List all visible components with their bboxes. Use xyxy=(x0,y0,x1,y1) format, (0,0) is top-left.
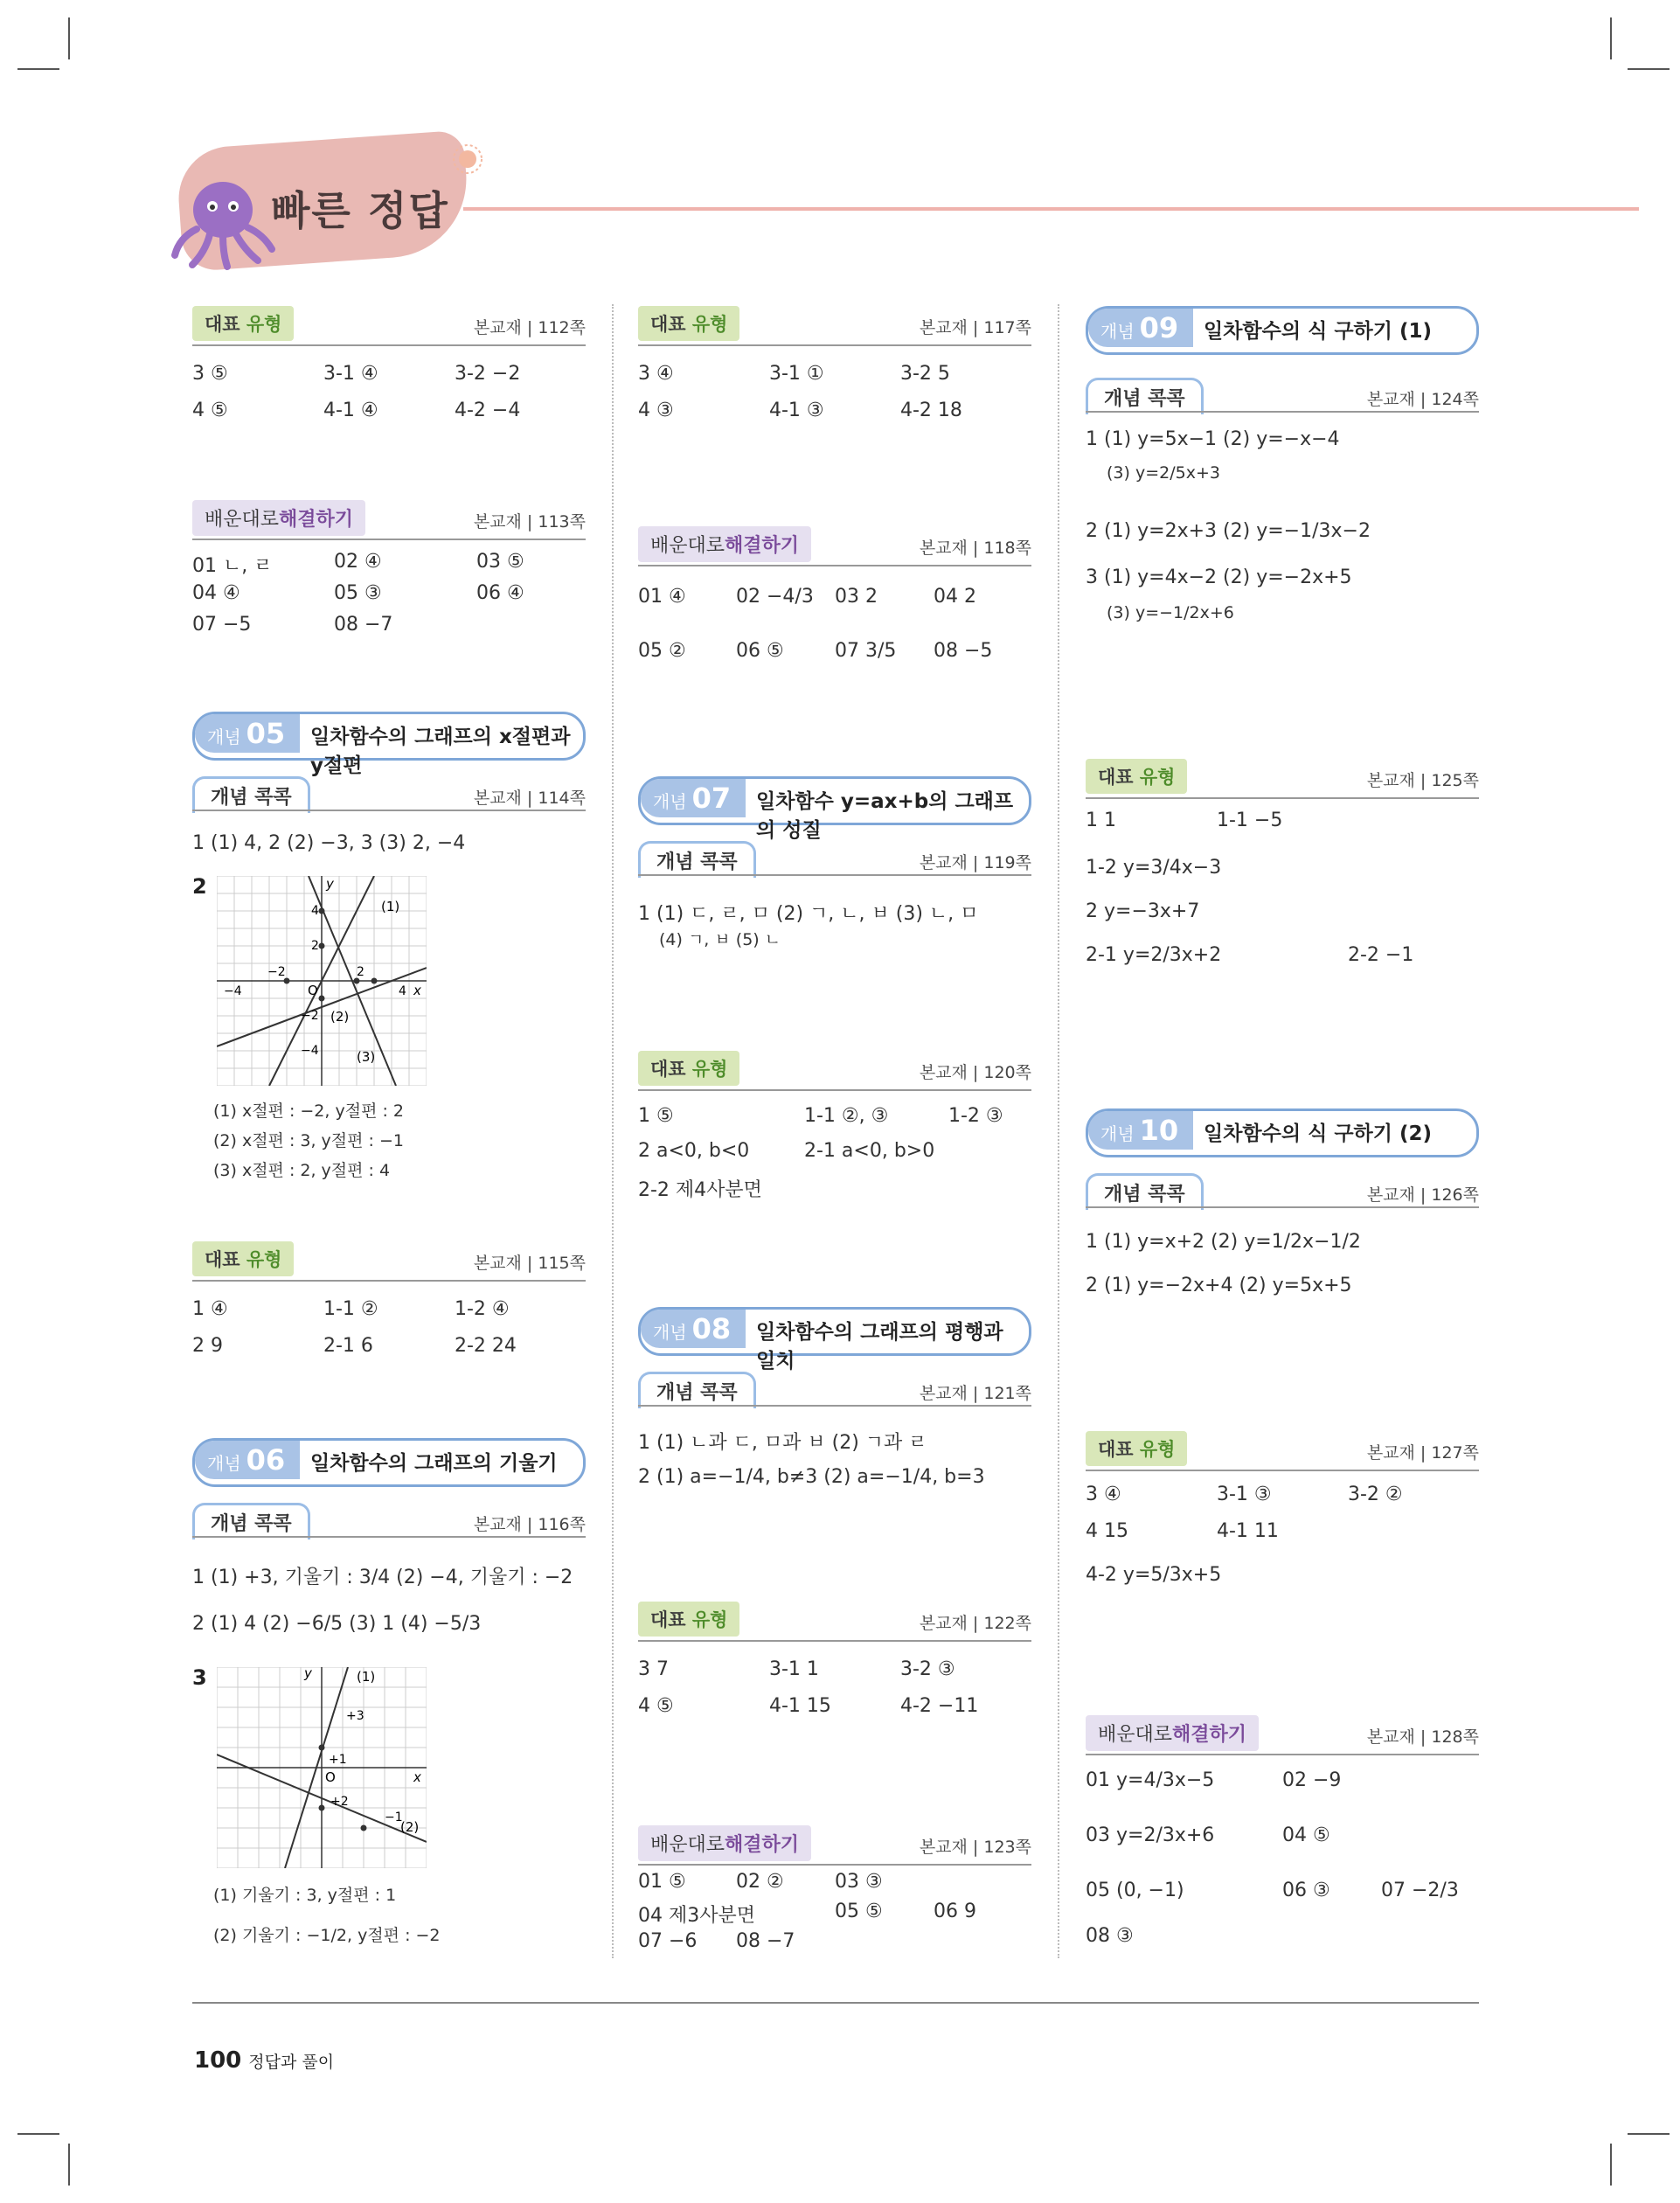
svg-text:2: 2 xyxy=(357,965,364,979)
answer: (2) x절편 : 3, y절편 : −1 xyxy=(213,1131,404,1150)
answer: 03 ③ xyxy=(835,1871,883,1893)
section-tag: 대표 유형 xyxy=(638,1602,739,1637)
concept-banner xyxy=(192,712,586,777)
answer: (3) y=2/5x+3 xyxy=(1107,463,1220,483)
page-ref: 본교재 | 117쪽 xyxy=(919,318,1031,337)
coordinate-graph-1 xyxy=(217,876,427,1086)
answer: 3-1 1 xyxy=(769,1658,819,1680)
answer: 4-1 11 xyxy=(1217,1520,1279,1542)
section-rule xyxy=(1086,797,1479,799)
answer: (2) 기울기 : −1/2, y절편 : −2 xyxy=(213,1926,441,1945)
answer: 08 −7 xyxy=(334,614,393,636)
answer: 4 ③ xyxy=(638,400,674,421)
svg-text:−4: −4 xyxy=(224,984,242,998)
section-rule xyxy=(192,1280,586,1282)
concept-banner xyxy=(192,1438,586,1487)
concept-07 xyxy=(638,776,1031,949)
answer: 05 ⑤ xyxy=(835,1901,883,1922)
answer: 3-1 ① xyxy=(769,363,824,385)
section-tag: 대표 유형 xyxy=(192,306,294,341)
svg-text:+3: +3 xyxy=(346,1709,364,1723)
answer: (1) x절편 : −2, y절편 : 2 xyxy=(213,1102,404,1121)
concept-check-tag: 개념 콕콕 xyxy=(1086,1173,1204,1210)
svg-text:(1): (1) xyxy=(357,1669,376,1685)
section-tag: 배운대로해결하기 xyxy=(638,526,811,562)
answer: 1-2 ④ xyxy=(455,1298,510,1320)
answer: 02 ② xyxy=(736,1871,784,1893)
answer: 2-2 24 xyxy=(455,1335,517,1357)
answer: 02 ④ xyxy=(334,551,382,573)
answer: 1-2 y=3/4x−3 xyxy=(1086,857,1222,879)
answer: 3-1 ④ xyxy=(323,363,378,385)
concept-label: 개념 09 xyxy=(1088,309,1193,347)
concept-check-tag: 개념 콕콕 xyxy=(192,1503,310,1539)
answer: 04 2 xyxy=(934,586,976,608)
page-ref: 본교재 | 115쪽 xyxy=(473,1254,586,1273)
svg-text:2: 2 xyxy=(311,939,319,953)
answer: 1-2 ③ xyxy=(948,1105,1003,1127)
answer: 2-2 제4사분면 xyxy=(638,1179,762,1201)
answer: 2-1 y=2/3x+2 xyxy=(1086,944,1222,966)
answer: 3-2 ③ xyxy=(900,1658,955,1680)
section-review-118 xyxy=(638,526,1031,662)
answer: 1 (1) +3, 기울기 : 3/4 (2) −4, 기울기 : −2 xyxy=(192,1567,573,1588)
section-rule xyxy=(1086,411,1479,413)
answer: 08 −5 xyxy=(934,640,993,662)
svg-text:−1: −1 xyxy=(385,1810,403,1824)
page-ref: 본교재 | 127쪽 xyxy=(1366,1443,1479,1463)
svg-text:4: 4 xyxy=(311,904,319,918)
section-rule xyxy=(192,539,586,540)
section-rule xyxy=(638,874,1031,876)
concept-label: 개념 07 xyxy=(641,779,746,817)
answer: 1 (1) ㄷ, ㄹ, ㅁ (2) ㄱ, ㄴ, ㅂ (3) ㄴ, ㅁ xyxy=(638,903,979,925)
answer: 05 ② xyxy=(638,640,686,662)
answer: 06 ④ xyxy=(476,582,524,604)
section-representative-125 xyxy=(1086,759,1479,966)
section-representative-120 xyxy=(638,1051,1031,1201)
answer: 4-2 −11 xyxy=(900,1695,979,1717)
crop-mark xyxy=(1628,2133,1670,2135)
svg-text:(2): (2) xyxy=(400,1819,420,1835)
answer: 4-1 ④ xyxy=(323,400,378,421)
svg-text:(1): (1) xyxy=(381,899,400,914)
answer: (1) 기울기 : 3, y절편 : 1 xyxy=(213,1886,397,1905)
octopus-mascot-icon xyxy=(170,175,275,271)
page-ref: 본교재 | 125쪽 xyxy=(1366,771,1479,790)
answer: 3 (1) y=4x−2 (2) y=−2x+5 xyxy=(1086,566,1352,588)
answer: 3 7 xyxy=(638,1658,669,1680)
answer: 2-1 6 xyxy=(323,1335,373,1357)
concept-10 xyxy=(1086,1108,1479,1296)
page-ref: 본교재 | 113쪽 xyxy=(473,512,586,532)
answer: 3 ④ xyxy=(1086,1484,1121,1505)
section-tag: 대표 유형 xyxy=(638,306,739,341)
footer-rule xyxy=(192,2002,1479,2004)
concept-title: 일차함수의 그래프의 평행과 일치 xyxy=(756,1321,1003,1373)
answer: 1 (1) ㄴ과 ㄷ, ㅁ과 ㅂ (2) ㄱ과 ㄹ xyxy=(638,1432,927,1454)
concept-title: 일차함수 y=ax+b의 그래프의 성질 xyxy=(756,790,1014,842)
answer: 4 ⑤ xyxy=(192,400,228,421)
answer: 4-2 18 xyxy=(900,400,962,421)
answer: 03 2 xyxy=(835,586,878,608)
svg-text:+1: +1 xyxy=(329,1753,347,1767)
section-tag: 배운대로해결하기 xyxy=(192,500,365,536)
concept-banner xyxy=(1086,306,1479,355)
page-ref: 본교재 | 120쪽 xyxy=(919,1063,1031,1082)
answer: 07 −5 xyxy=(192,614,252,636)
section-tag: 대표 유형 xyxy=(1086,759,1187,794)
concept-check-tag: 개념 콕콕 xyxy=(638,841,756,878)
answer: 3-2 5 xyxy=(900,363,950,385)
sun-icon xyxy=(450,142,485,177)
section-review-128 xyxy=(1086,1715,1479,1947)
crop-mark xyxy=(17,68,59,70)
answer: 2 a<0, b<0 xyxy=(638,1140,750,1162)
concept-title: 일차함수의 식 구하기 (1) xyxy=(1204,320,1433,343)
crop-mark xyxy=(1610,2144,1612,2186)
answer: 2 y=−3x+7 xyxy=(1086,900,1200,922)
section-rule xyxy=(638,344,1031,346)
answer: 08 −7 xyxy=(736,1930,795,1952)
answer: 3-2 ② xyxy=(1348,1484,1403,1505)
answer: 1 (1) 4, 2 (2) −3, 3 (3) 2, −4 xyxy=(192,832,466,854)
svg-text:x: x xyxy=(413,1769,421,1785)
svg-text:−2: −2 xyxy=(267,965,286,979)
page-ref: 본교재 | 126쪽 xyxy=(1366,1185,1479,1205)
answer: 1 ⑤ xyxy=(638,1105,674,1127)
section-rule xyxy=(1086,1754,1479,1755)
answer: 08 ③ xyxy=(1086,1925,1134,1947)
section-rule xyxy=(638,1640,1031,1642)
concept-banner xyxy=(1086,1108,1479,1157)
answer: 2-2 −1 xyxy=(1348,944,1414,966)
coordinate-graph-2 xyxy=(217,1667,427,1868)
answer: 04 ④ xyxy=(192,582,240,604)
answer: 1 (1) y=5x−1 (2) y=−x−4 xyxy=(1086,428,1340,450)
crop-mark xyxy=(17,2133,59,2135)
answer: 06 ⑤ xyxy=(736,640,784,662)
section-rule xyxy=(638,1864,1031,1866)
concept-check-tag: 개념 콕콕 xyxy=(1086,378,1204,414)
answer: 2-1 a<0, b>0 xyxy=(804,1140,935,1162)
svg-text:x: x xyxy=(413,983,421,998)
answer: 2 9 xyxy=(192,1335,223,1357)
answer: 1-1 ②, ③ xyxy=(804,1105,889,1127)
answer: 2 (1) a=−1/4, b≠3 (2) a=−1/4, b=3 xyxy=(638,1466,985,1488)
page-ref: 본교재 | 112쪽 xyxy=(473,318,586,337)
section-tag: 대표 유형 xyxy=(1086,1431,1187,1466)
section-rule xyxy=(638,1405,1031,1407)
section-rule xyxy=(192,344,586,346)
answer: 01 ④ xyxy=(638,586,686,608)
answer: 3-2 −2 xyxy=(455,363,521,385)
concept-label: 개념 05 xyxy=(195,714,300,753)
page-ref: 본교재 | 124쪽 xyxy=(1366,390,1479,409)
section-review-123 xyxy=(638,1825,1031,1952)
answer: 1-1 −5 xyxy=(1217,810,1283,831)
answer: 02 −4/3 xyxy=(736,586,814,608)
concept-banner xyxy=(638,1307,1031,1373)
answer: 2 (1) 4 (2) −6/5 (3) 1 (4) −5/3 xyxy=(192,1613,482,1635)
svg-text:−4: −4 xyxy=(301,1044,319,1058)
answer: 05 ③ xyxy=(334,582,382,604)
section-rule xyxy=(638,565,1031,566)
svg-text:y: y xyxy=(326,876,334,892)
answer: 2 (1) y=−2x+4 (2) y=5x+5 xyxy=(1086,1275,1352,1296)
answer: 05 (0, −1) xyxy=(1086,1880,1184,1901)
section-rule xyxy=(192,1536,586,1538)
concept-09 xyxy=(1086,306,1479,622)
column-divider xyxy=(612,304,614,1958)
section-review-113 xyxy=(192,500,586,636)
svg-text:+2: +2 xyxy=(330,1795,349,1809)
answer: 06 ③ xyxy=(1282,1880,1330,1901)
concept-label: 개념 06 xyxy=(195,1441,300,1479)
concept-check-tag: 개념 콕콕 xyxy=(638,1372,756,1408)
answer: 02 −9 xyxy=(1282,1769,1342,1791)
svg-text:O: O xyxy=(308,983,318,998)
header-rule xyxy=(463,207,1639,211)
answer: 04 제3사분면 xyxy=(638,1905,755,1927)
svg-text:y: y xyxy=(304,1667,312,1681)
answer: (3) y=−1/2x+6 xyxy=(1107,603,1234,622)
answer: 06 9 xyxy=(934,1901,976,1922)
answer: 07 3/5 xyxy=(835,640,897,662)
page-ref: 본교재 | 116쪽 xyxy=(473,1515,586,1534)
crop-mark xyxy=(1610,17,1612,59)
section-tag: 대표 유형 xyxy=(192,1241,294,1276)
crop-mark xyxy=(68,17,70,59)
concept-06 xyxy=(192,1438,586,1945)
answer: 4-1 ③ xyxy=(769,400,824,421)
answer: 07 −2/3 xyxy=(1381,1880,1459,1901)
answer: 01 ㄴ, ㄹ xyxy=(192,555,273,577)
answer: 1 (1) y=x+2 (2) y=1/2x−1/2 xyxy=(1086,1231,1361,1253)
svg-text:−2: −2 xyxy=(301,1009,319,1023)
answer: 1-1 ② xyxy=(323,1298,378,1320)
svg-text:O: O xyxy=(325,1769,336,1785)
answer: 4 15 xyxy=(1086,1520,1128,1542)
page-ref: 본교재 | 121쪽 xyxy=(919,1384,1031,1403)
concept-label: 개념 08 xyxy=(641,1310,746,1348)
crop-mark xyxy=(68,2144,70,2186)
answer: 01 y=4/3x−5 xyxy=(1086,1769,1215,1791)
section-tag: 대표 유형 xyxy=(638,1051,739,1086)
answer: 1 1 xyxy=(1086,810,1116,831)
answer: (4) ㄱ, ㅂ (5) ㄴ xyxy=(659,930,781,949)
concept-05 xyxy=(192,712,586,1180)
section-representative-115 xyxy=(192,1241,586,1357)
page-ref: 본교재 | 118쪽 xyxy=(919,539,1031,558)
page-title: 빠른 정답 xyxy=(271,187,449,234)
page-ref: 본교재 | 119쪽 xyxy=(919,853,1031,872)
section-representative-117 xyxy=(638,306,1031,421)
svg-text:(3): (3) xyxy=(357,1049,376,1065)
answer: 2 (1) y=2x+3 (2) y=−1/3x−2 xyxy=(1086,520,1371,542)
answer: 3-1 ③ xyxy=(1217,1484,1272,1505)
section-representative-112 xyxy=(192,306,586,421)
answer: 03 y=2/3x+6 xyxy=(1086,1824,1215,1846)
answer: 4-1 15 xyxy=(769,1695,831,1717)
page-ref: 본교재 | 128쪽 xyxy=(1366,1727,1479,1747)
answer: 3 ⑤ xyxy=(192,363,228,385)
section-representative-127 xyxy=(1086,1431,1479,1586)
question-number: 3 xyxy=(192,1665,207,1690)
page-ref: 본교재 | 114쪽 xyxy=(473,789,586,808)
concept-08 xyxy=(638,1307,1031,1488)
section-rule xyxy=(192,810,586,811)
concept-title: 일차함수의 그래프의 기울기 xyxy=(310,1452,558,1475)
concept-check-tag: 개념 콕콕 xyxy=(192,776,310,813)
question-number: 2 xyxy=(192,874,207,899)
answer: 07 −6 xyxy=(638,1930,698,1952)
answer: 03 ⑤ xyxy=(476,551,524,573)
concept-title: 일차함수의 그래프의 x절편과 y절편 xyxy=(310,726,571,777)
section-rule xyxy=(1086,1470,1479,1471)
answer: 3 ④ xyxy=(638,363,674,385)
section-representative-122 xyxy=(638,1602,1031,1717)
crop-mark xyxy=(1628,68,1670,70)
section-rule xyxy=(638,1089,1031,1091)
section-rule xyxy=(1086,1206,1479,1208)
answer: 1 ④ xyxy=(192,1298,228,1320)
column-divider xyxy=(1058,304,1059,1958)
answer: 04 ⑤ xyxy=(1282,1824,1330,1846)
concept-label: 개념 10 xyxy=(1088,1111,1193,1150)
svg-text:(2): (2) xyxy=(330,1009,350,1025)
answer: 01 ⑤ xyxy=(638,1871,686,1893)
answer: 4-2 y=5/3x+5 xyxy=(1086,1564,1222,1586)
concept-banner xyxy=(638,776,1031,842)
concept-title: 일차함수의 식 구하기 (2) xyxy=(1204,1122,1433,1145)
svg-text:4: 4 xyxy=(399,984,406,998)
answer: (3) x절편 : 2, y절편 : 4 xyxy=(213,1161,391,1180)
answer: 4 ⑤ xyxy=(638,1695,674,1717)
section-tag: 배운대로해결하기 xyxy=(1086,1715,1259,1751)
page-ref: 본교재 | 122쪽 xyxy=(919,1614,1031,1633)
answer: 4-2 −4 xyxy=(455,400,521,421)
page-ref: 본교재 | 123쪽 xyxy=(919,1838,1031,1857)
page-number: 100 정답과 풀이 xyxy=(194,2047,335,2074)
section-tag: 배운대로해결하기 xyxy=(638,1825,811,1861)
